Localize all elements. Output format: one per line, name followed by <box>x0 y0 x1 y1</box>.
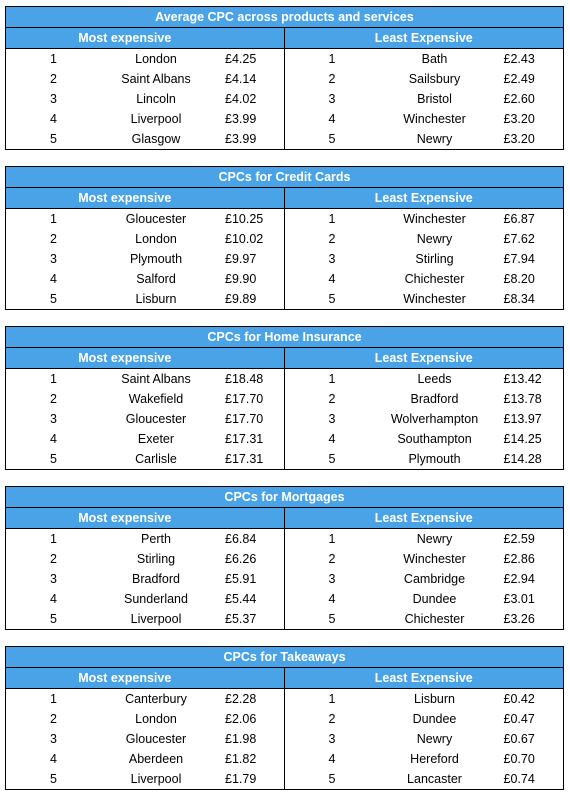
rank: 3 <box>328 92 336 106</box>
rank: 1 <box>50 372 57 386</box>
table-title: CPCs for Mortgages <box>6 487 563 508</box>
table-row <box>285 89 564 109</box>
city: Dundee <box>412 592 457 606</box>
city: Wakefield <box>128 392 184 406</box>
rank: 3 <box>50 412 57 426</box>
table-row <box>6 129 284 149</box>
city: Winchester <box>403 212 466 226</box>
city: Bristol <box>417 92 452 106</box>
rank: 3 <box>328 732 336 746</box>
price: £6.84 <box>225 532 257 546</box>
table-row <box>285 729 564 749</box>
table-title: Average CPC across products and services <box>6 7 563 28</box>
table-row <box>6 69 284 89</box>
most-expensive-header: Most expensive <box>6 508 285 528</box>
table-row <box>285 289 564 309</box>
city: Southampton <box>397 432 472 446</box>
city: Newry <box>416 232 453 246</box>
price: £2.43 <box>503 52 535 66</box>
table-header <box>6 28 563 49</box>
table-title: CPCs for Credit Cards <box>6 167 563 188</box>
table-row <box>6 609 284 629</box>
table-row <box>6 749 284 769</box>
price: £1.82 <box>225 752 257 766</box>
table-row <box>285 369 564 389</box>
city: Stirling <box>136 552 176 566</box>
least-expensive-column <box>285 49 564 149</box>
most-expensive-column <box>6 529 285 629</box>
price: £2.49 <box>503 72 535 86</box>
city: Dundee <box>412 712 457 726</box>
rank: 4 <box>328 432 336 446</box>
table-row <box>6 389 284 409</box>
table-row <box>6 529 284 549</box>
price: £13.97 <box>503 412 542 426</box>
price: £6.26 <box>225 552 257 566</box>
price: £2.60 <box>503 92 535 106</box>
table-row <box>6 289 284 309</box>
city: Bath <box>421 52 448 66</box>
table-row <box>6 689 284 709</box>
city: Newry <box>416 732 453 746</box>
rank: 2 <box>328 72 336 86</box>
city: Carlisle <box>135 452 177 466</box>
table-row <box>6 269 284 289</box>
most-expensive-column <box>6 689 285 789</box>
price: £5.91 <box>225 572 257 586</box>
table-row <box>285 449 564 469</box>
rank: 1 <box>50 692 57 706</box>
rank: 5 <box>50 452 57 466</box>
table-row <box>285 229 564 249</box>
table-row <box>6 709 284 729</box>
price: £8.20 <box>503 272 535 286</box>
least-expensive-header: Least Expensive <box>285 188 564 208</box>
table-row <box>6 729 284 749</box>
price: £0.67 <box>503 732 535 746</box>
least-expensive-column <box>285 689 564 789</box>
city: Glasgow <box>131 132 181 146</box>
rank: 4 <box>328 752 336 766</box>
price: £2.94 <box>503 572 535 586</box>
rank: 2 <box>50 232 57 246</box>
price: £7.62 <box>503 232 535 246</box>
most-expensive-header: Most expensive <box>6 668 285 688</box>
rank: 3 <box>328 412 336 426</box>
table-row <box>285 69 564 89</box>
city: Liverpool <box>130 612 182 626</box>
price: £1.79 <box>225 772 257 786</box>
city: Bradford <box>410 392 459 406</box>
price: £0.74 <box>503 772 535 786</box>
table-row <box>285 109 564 129</box>
city: Stirling <box>415 252 454 266</box>
price: £14.25 <box>503 432 542 446</box>
table-row <box>285 129 564 149</box>
rank: 1 <box>328 212 336 226</box>
city: Saint Albans <box>121 72 191 86</box>
table-row <box>6 549 284 569</box>
table-row <box>285 589 564 609</box>
price: £0.42 <box>503 692 535 706</box>
city: Salford <box>136 272 176 286</box>
rank: 1 <box>50 52 57 66</box>
price: £13.78 <box>503 392 542 406</box>
price: £4.25 <box>225 52 257 66</box>
table-row <box>6 589 284 609</box>
price: £10.25 <box>225 212 264 226</box>
table-row <box>285 769 564 789</box>
price: £7.94 <box>503 252 535 266</box>
rank: 1 <box>328 692 336 706</box>
rank: 2 <box>50 72 57 86</box>
city: Chichester <box>404 272 465 286</box>
price: £2.28 <box>225 692 257 706</box>
city: Bradford <box>132 572 180 586</box>
rank: 3 <box>50 572 57 586</box>
rank: 1 <box>328 52 336 66</box>
city: Newry <box>416 132 453 146</box>
least-expensive-column <box>285 209 564 309</box>
city: Gloucester <box>125 212 187 226</box>
table-row <box>285 249 564 269</box>
price: £3.26 <box>503 612 535 626</box>
table-row <box>6 449 284 469</box>
rank: 3 <box>328 252 336 266</box>
city: Lisburn <box>414 692 455 706</box>
price: £9.89 <box>225 292 257 306</box>
price: £8.34 <box>503 292 535 306</box>
city: Winchester <box>403 292 466 306</box>
price: £3.99 <box>225 112 257 126</box>
table-row <box>285 49 564 69</box>
price: £14.28 <box>503 452 542 466</box>
city: Sunderland <box>124 592 188 606</box>
rank: 2 <box>328 712 336 726</box>
least-expensive-header: Least Expensive <box>285 508 564 528</box>
table-row <box>285 209 564 229</box>
table-row <box>6 229 284 249</box>
rank: 5 <box>328 772 336 786</box>
rank: 3 <box>50 252 57 266</box>
table-row <box>285 709 564 729</box>
city: Winchester <box>403 112 466 126</box>
least-expensive-column <box>285 369 564 469</box>
table-row <box>6 49 284 69</box>
city: Liverpool <box>130 772 182 786</box>
price: £17.70 <box>225 412 264 426</box>
city: Exeter <box>137 432 175 446</box>
rank: 5 <box>50 612 57 626</box>
price: £3.20 <box>503 112 535 126</box>
price: £5.44 <box>225 592 257 606</box>
table-row <box>6 369 284 389</box>
city: Winchester <box>403 552 466 566</box>
price: £6.87 <box>503 212 535 226</box>
least-expensive-column <box>285 529 564 629</box>
price: £0.47 <box>503 712 535 726</box>
table-row <box>285 529 564 549</box>
price: £13.42 <box>503 372 542 386</box>
table-row <box>285 609 564 629</box>
cpc-table-credit-cards <box>5 166 564 310</box>
cpc-table-mortgages <box>5 486 564 630</box>
price: £10.02 <box>225 232 264 246</box>
rank: 1 <box>50 212 57 226</box>
table-header <box>6 508 563 529</box>
table-row <box>6 409 284 429</box>
city: Cambridge <box>403 572 466 586</box>
rank: 2 <box>50 712 57 726</box>
rank: 2 <box>328 552 336 566</box>
table-title: CPCs for Takeaways <box>6 647 563 668</box>
city: Leeds <box>417 372 452 386</box>
table-title: CPCs for Home Insurance <box>6 327 563 348</box>
city: Gloucester <box>125 412 187 426</box>
most-expensive-header: Most expensive <box>6 28 285 48</box>
table-row <box>285 269 564 289</box>
price: £9.90 <box>225 272 257 286</box>
table-header <box>6 348 563 369</box>
city: Hereford <box>410 752 459 766</box>
table-row <box>285 689 564 709</box>
price: £4.14 <box>225 72 257 86</box>
rank: 5 <box>328 132 336 146</box>
most-expensive-header: Most expensive <box>6 348 285 368</box>
city: Plymouth <box>408 452 461 466</box>
rank: 4 <box>50 592 57 606</box>
least-expensive-header: Least Expensive <box>285 348 564 368</box>
table-header <box>6 668 563 689</box>
rank: 2 <box>50 552 57 566</box>
cpc-table-average <box>5 6 564 150</box>
price: £2.86 <box>503 552 535 566</box>
price: £0.70 <box>503 752 535 766</box>
price: £17.31 <box>225 452 264 466</box>
rank: 1 <box>328 532 336 546</box>
rank: 4 <box>328 272 336 286</box>
city: Liverpool <box>130 112 182 126</box>
rank: 5 <box>328 292 336 306</box>
table-row <box>285 389 564 409</box>
price: £18.48 <box>225 372 264 386</box>
table-row <box>6 569 284 589</box>
price: £4.02 <box>225 92 257 106</box>
city: London <box>135 712 177 726</box>
table-row <box>285 569 564 589</box>
city: Perth <box>141 532 171 546</box>
rank: 4 <box>50 112 57 126</box>
most-expensive-header: Most expensive <box>6 188 285 208</box>
price: £2.59 <box>503 532 535 546</box>
rank: 1 <box>50 532 57 546</box>
city: London <box>135 52 177 66</box>
rank: 1 <box>328 372 336 386</box>
city: Wolverhampton <box>390 412 479 426</box>
rank: 3 <box>328 572 336 586</box>
city: Lisburn <box>135 292 177 306</box>
price: £2.06 <box>225 712 257 726</box>
city: Gloucester <box>125 732 187 746</box>
price: £17.70 <box>225 392 264 406</box>
rank: 4 <box>50 432 57 446</box>
price: £5.37 <box>225 612 257 626</box>
rank: 5 <box>50 132 57 146</box>
table-row <box>285 549 564 569</box>
least-expensive-header: Least Expensive <box>285 28 564 48</box>
most-expensive-column <box>6 49 285 149</box>
cpc-table-takeaways <box>5 646 564 790</box>
city: Canterbury <box>125 692 187 706</box>
city: Saint Albans <box>121 372 191 386</box>
city: Chichester <box>404 612 465 626</box>
rank: 4 <box>328 592 336 606</box>
cpc-table-home-insurance <box>5 326 564 470</box>
table-row <box>285 749 564 769</box>
rank: 5 <box>50 772 57 786</box>
rank: 4 <box>50 752 57 766</box>
most-expensive-column <box>6 209 285 309</box>
most-expensive-column <box>6 369 285 469</box>
price: £3.20 <box>503 132 535 146</box>
table-row <box>6 429 284 449</box>
table-row <box>6 769 284 789</box>
rank: 3 <box>50 92 57 106</box>
table-row <box>6 209 284 229</box>
price: £9.97 <box>225 252 257 266</box>
least-expensive-header: Least Expensive <box>285 668 564 688</box>
table-row <box>6 249 284 269</box>
table-row <box>6 89 284 109</box>
table-row <box>285 409 564 429</box>
city: Lancaster <box>407 772 462 786</box>
rank: 2 <box>328 232 336 246</box>
price: £3.01 <box>503 592 535 606</box>
rank: 2 <box>328 392 336 406</box>
table-row <box>285 429 564 449</box>
rank: 5 <box>328 612 336 626</box>
city: London <box>135 232 177 246</box>
rank: 4 <box>50 272 57 286</box>
table-header <box>6 188 563 209</box>
price: £3.99 <box>225 132 257 146</box>
rank: 5 <box>50 292 57 306</box>
rank: 3 <box>50 732 57 746</box>
rank: 5 <box>328 452 336 466</box>
city: Newry <box>416 532 453 546</box>
city: Plymouth <box>129 252 183 266</box>
city: Aberdeen <box>128 752 184 766</box>
price: £17.31 <box>225 432 264 446</box>
city: Lincoln <box>136 92 176 106</box>
city: Sailsbury <box>408 72 461 86</box>
rank: 2 <box>50 392 57 406</box>
table-row <box>6 109 284 129</box>
price: £1.98 <box>225 732 257 746</box>
rank: 4 <box>328 112 336 126</box>
